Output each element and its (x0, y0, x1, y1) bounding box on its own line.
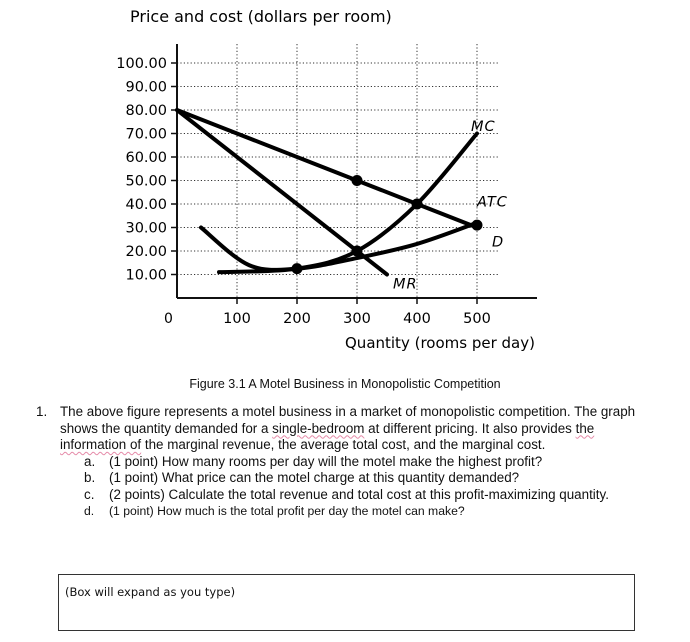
intersection-point (412, 199, 423, 210)
sub-question (84, 470, 638, 487)
spellcheck-flag-1: single-bedroom (272, 420, 365, 436)
x-tick-label: 200 (283, 311, 311, 327)
answer-textbox[interactable] (58, 574, 635, 631)
demand-curve (177, 110, 477, 228)
x-axis-title: Quantity (rooms per day) (345, 334, 535, 352)
intersection-point (472, 220, 483, 231)
intersection-point (352, 175, 363, 186)
x-tick-labels (223, 311, 491, 327)
stem-part-3: the marginal revenue, the average total cost, and the marginal cost. (141, 437, 546, 452)
sub-question (84, 487, 638, 504)
question-number: 1. (36, 404, 48, 419)
y-tick-label: 60.00 (125, 150, 167, 166)
y-tick-label: 80.00 (125, 103, 167, 119)
sub-question-text: (1 point) How much is the total profit per day the motel can make? (109, 504, 465, 518)
sub-question-text: (2 points) Calculate the total revenue and total cost at this profit-maximizing quantity. (109, 486, 609, 502)
intersection-point (352, 246, 363, 257)
y-tick-label: 20.00 (125, 244, 167, 260)
sub-question-letter: d. (84, 504, 95, 518)
y-tick-label: 30.00 (125, 220, 167, 237)
x-tick-label: 400 (403, 311, 431, 327)
stem-part-2: at different pricing. It also provides (364, 420, 576, 436)
origin-label: 0 (164, 311, 173, 327)
mr-label: MR (393, 276, 418, 293)
sub-question-text: (1 point) What price can the motel charge at this quantity demanded? (109, 470, 520, 485)
y-tick-labels (116, 56, 167, 284)
atc-label: ATC (477, 194, 508, 211)
sub-question-text: (1 point) How many rooms per day will the motel make the highest profit? (109, 453, 543, 469)
y-tick-label: 40.00 (125, 197, 167, 213)
average-total-cost-curve (201, 223, 477, 270)
chart-curves (177, 110, 477, 275)
x-tick-label: 500 (463, 311, 491, 327)
y-tick-label: 100.00 (116, 56, 167, 72)
question-block (38, 404, 638, 520)
spellcheck-flag-2: the information of (60, 420, 595, 452)
figure-caption: Figure 3.1 A Motel Business in Monopolistic Competition (189, 377, 501, 391)
answer-placeholder: (Box will expand as you type) (65, 585, 236, 599)
y-tick-label: 70.00 (125, 126, 167, 143)
y-tick-label: 90.00 (125, 79, 167, 96)
chart-axes (171, 44, 537, 304)
intersection-point (292, 263, 303, 274)
y-axis-title: Price and cost (dollars per room) (130, 7, 392, 26)
sub-question (84, 503, 638, 520)
x-tick-label: 100 (223, 311, 251, 327)
stem-part-1: The above figure represents a motel business in a market of monopolistic competition. The graph shows the quantity demanded for a (60, 404, 636, 436)
sub-question (84, 454, 638, 471)
x-tick-label: 300 (343, 311, 371, 327)
y-tick-label: 10.00 (125, 267, 167, 284)
curve-labels (393, 119, 508, 292)
sub-question-letter: a. (84, 453, 96, 469)
y-tick-label: 50.00 (125, 173, 167, 190)
sub-question-letter: c. (84, 486, 95, 502)
sub-question-letter: b. (84, 470, 96, 485)
question-stem (60, 404, 638, 454)
sub-question-list (84, 454, 638, 520)
mc-label: MC (471, 119, 496, 136)
demand-label: D (492, 234, 505, 251)
